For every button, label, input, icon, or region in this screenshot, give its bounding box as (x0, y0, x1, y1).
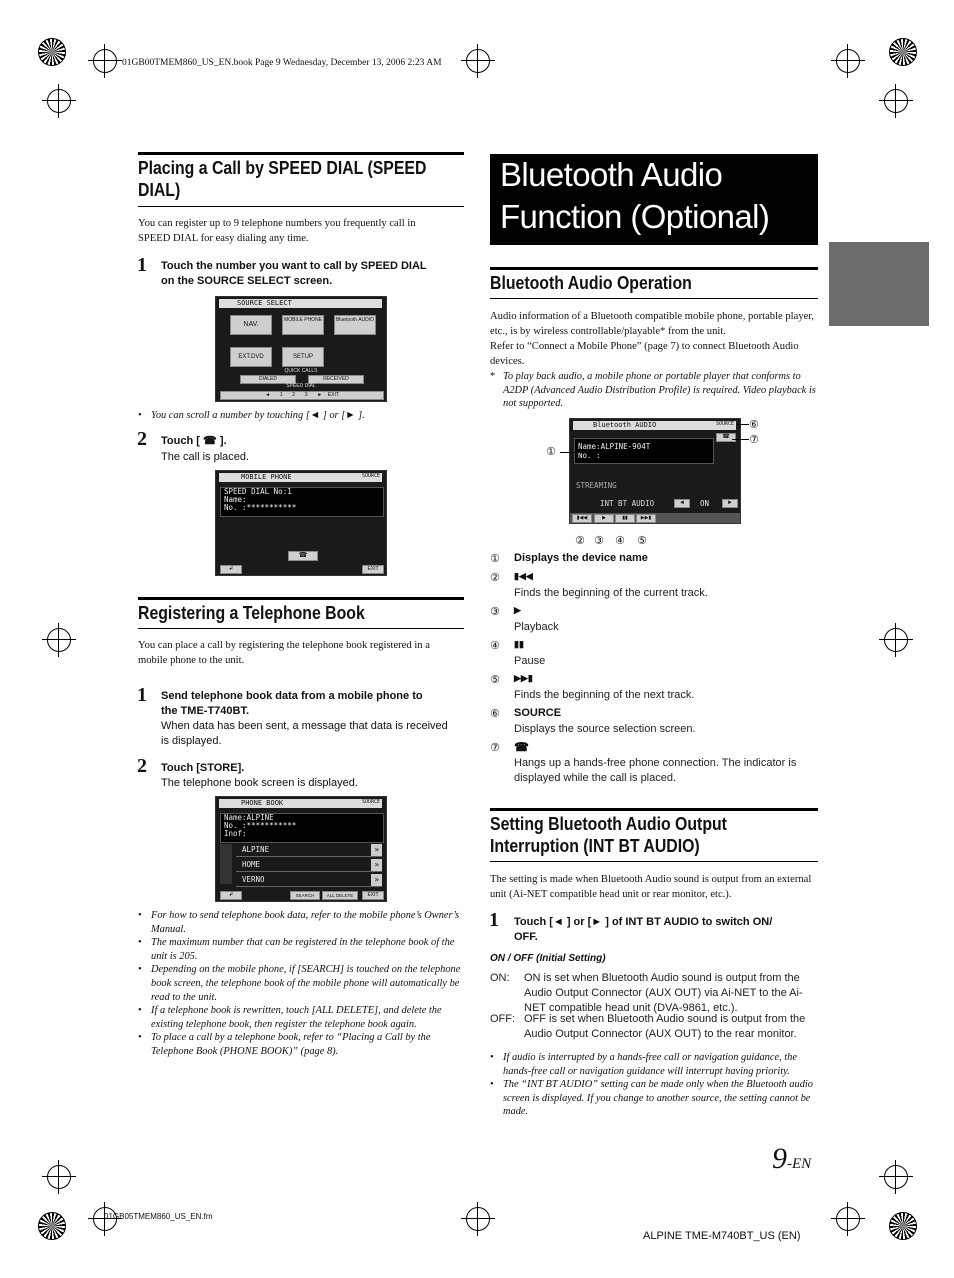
legend-description: Finds the beginning of the next track. (514, 689, 695, 701)
speed-dial-2: 2 (292, 392, 296, 398)
info-panel (574, 438, 714, 464)
intro-line: You can place a call by registering the telephone book registered in a (138, 640, 430, 651)
intro-line: mobile phone to the unit. (138, 655, 245, 666)
note-item: • You can scroll a number by touching [◄ ] or [► ]. (138, 409, 468, 423)
paragraph: Audio information of a Bluetooth compatible mobile phone, portable player, etc., is by wireless controllable/playable* from the unit. (490, 311, 815, 337)
off-option (490, 1012, 818, 1042)
bluetooth-audio-button: Bluetooth AUDIO (334, 315, 376, 335)
back-button: ↲ (220, 565, 242, 574)
step-text: Touch [STORE]. (161, 762, 245, 774)
call-button: ☎ (288, 551, 318, 561)
callout-3: ③ (594, 534, 604, 547)
option-description: ON is set when Bluetooth Audio sound is output from the Audio Output Connector (AUX OUT) via Ai-NET to the Ai-NET compatible head unit (DVA-9861, etc.). (524, 972, 803, 1014)
source-button: SOURCE (361, 473, 380, 479)
streaming-label: STREAMING (576, 481, 617, 490)
section-rule (490, 267, 818, 270)
footnote-mark: * (490, 371, 496, 382)
callout-line (732, 439, 749, 440)
hang-up-indicator: ☎ (716, 433, 736, 442)
next-track-icon: ▶▶▮ (514, 673, 533, 683)
registration-rosette-icon (889, 1212, 917, 1240)
entry-name: HOME (242, 860, 261, 869)
setting-label: ON / OFF (Initial Setting) (490, 953, 606, 964)
title-line: DIAL) (138, 180, 181, 200)
option-description: OFF is set when Bluetooth Audio sound is output from the Audio Output Connector (AUX OUT) to the rear monitor. (524, 1013, 806, 1040)
note-item: • The “INT BT AUDIO” setting can be made only when the Bluetooth audio screen is displayed. If you change to another source, the setting cannot be made. (490, 1078, 816, 1119)
exit-button: EXIT (327, 392, 339, 398)
step-line: Send telephone book data from a mobile phone to (161, 690, 423, 702)
crosshair-mark-icon (884, 628, 908, 652)
legend-item (490, 552, 818, 571)
device-name: Name:ALPINE-904T (578, 442, 651, 451)
legend-title: SOURCE (514, 707, 562, 719)
callout-line (738, 424, 749, 425)
screen-title: MOBILE PHONE (241, 473, 292, 481)
bluetooth-audio-screenshot (569, 418, 741, 524)
crosshair-mark-icon (47, 89, 71, 113)
scroll-bar (220, 844, 232, 884)
callout-5: ⑤ (637, 534, 647, 547)
step-line-end: ]. (219, 435, 227, 447)
registration-rosette-icon (889, 38, 917, 66)
all-delete-button: ALL DELETE (322, 891, 358, 900)
speed-dial-row: ◄ 1 2 3 ► EXIT (220, 391, 384, 400)
step-number: 1 (137, 254, 147, 276)
device-number: No. : (578, 451, 601, 460)
previous-track-button: ▮◀◀ (572, 514, 592, 523)
section-rule (490, 861, 818, 862)
footer-model: ALPINE TME-M740BT_US (EN) (643, 1230, 801, 1242)
step-line: the TME-T740BT. (161, 705, 250, 717)
info-panel (220, 487, 384, 517)
title-line: Placing a Call by SPEED DIAL (SPEED (138, 158, 427, 178)
option-label: OFF: (490, 1013, 516, 1025)
page-number-value: 9 (772, 1142, 787, 1175)
section-title (138, 157, 464, 201)
step-number: 2 (137, 428, 147, 450)
crosshair-mark-icon (836, 49, 860, 73)
section-title: Bluetooth Audio Operation (490, 273, 692, 293)
note-item: • To place a call by a telephone book, refer to “Placing a Call by the Telephone Book (PHONE BOOK)” (page 8). (138, 1031, 464, 1058)
source-button: SOURCE (361, 799, 380, 805)
screen-title: SOURCE SELECT (237, 299, 292, 307)
screen-title-bar (219, 299, 382, 308)
step-text (161, 689, 466, 719)
received-button: RECEIVED (308, 375, 364, 384)
phone-book-entry (236, 859, 382, 872)
pause-icon: ▮▮ (514, 639, 524, 649)
crosshair-mark-icon (466, 1207, 490, 1231)
search-button: SEARCH (290, 891, 320, 900)
crosshair-mark-icon (47, 628, 71, 652)
intro-paragraph (138, 216, 468, 246)
step-line: Touch [ (161, 435, 200, 447)
phone-book-entry (236, 844, 382, 857)
pause-button: ▮▮ (615, 514, 635, 523)
int-bt-audio-value: ON (700, 499, 710, 508)
intro-line: You can register up to 9 telephone numbers you frequently call in (138, 218, 416, 229)
section-rule (138, 152, 464, 155)
page-suffix: -EN (787, 1156, 812, 1172)
screen-title-bar (219, 473, 382, 482)
step-sub-line: is displayed. (161, 735, 222, 747)
registration-rosette-icon (38, 1212, 66, 1240)
on-option (490, 971, 818, 1016)
legend-description: Playback (514, 621, 559, 633)
callout-6: ⑥ (749, 418, 759, 431)
step-line: Touch [◄ ] or [► ] of INT BT AUDIO to switch ON/ (514, 916, 773, 928)
callout-1: ① (546, 445, 556, 458)
crosshair-mark-icon (93, 49, 117, 73)
legend-description: Displays the source selection screen. (514, 723, 696, 735)
legend-description: Hangs up a hands-free phone connection. The indicator is displayed while the call is placed. (514, 757, 797, 784)
play-icon: ▶ (514, 605, 521, 615)
legend-list (490, 552, 818, 789)
screen-title: PHONE BOOK (241, 799, 284, 807)
chapter-title-line: Bluetooth Audio (500, 156, 723, 193)
section-tab (829, 242, 929, 326)
callout-7: ⑦ (749, 433, 759, 446)
legend-number: ⑥ (490, 707, 500, 720)
entry-name: ALPINE (242, 845, 270, 854)
note-item: • For how to send telephone book data, refer to the mobile phone’s Owner’s Manual. (138, 909, 464, 936)
footnote (490, 370, 816, 411)
crosshair-mark-icon (466, 49, 490, 73)
note-item: • The maximum number that can be registered in the telephone book of the unit is 205. (138, 936, 464, 963)
footnote-text: To play back audio, a mobile phone or portable player that conforms to A2DP (Advanced Audio Distribution Profile) is required. Video playback is not supported. (503, 371, 816, 410)
next-track-button: ▶▶▮ (636, 514, 656, 523)
back-button: ↲ (220, 891, 242, 900)
legend-number: ⑦ (490, 741, 500, 754)
step-subtext: The telephone book screen is displayed. (161, 777, 358, 789)
screen-line: No. :*********** (224, 821, 297, 830)
exit-button: EXIT (362, 891, 384, 900)
chapter-banner (490, 154, 818, 245)
right-arrow-button: ► (722, 499, 738, 508)
section-rule (138, 628, 464, 629)
screen-line: SPEED DIAL No:1 (224, 487, 292, 496)
step-sub-line: When data has been sent, a message that data is received (161, 720, 448, 732)
previous-track-icon: ▮◀◀ (514, 571, 533, 581)
nav-button: NAV. (230, 315, 272, 335)
info-panel (220, 813, 384, 843)
section-title (490, 813, 816, 857)
legend-item (490, 673, 818, 707)
ext-dvd-button: EXT.DVD (230, 347, 272, 367)
hang-up-icon: ☎ (514, 740, 529, 754)
screen-title-bar (219, 799, 382, 808)
step-line: on the SOURCE SELECT screen. (161, 275, 333, 287)
screen-line: Name: (224, 495, 247, 504)
legend-item (490, 639, 818, 673)
file-header: 01GB00TMEM860_US_EN.book Page 9 Wednesday, December 13, 2006 2:23 AM (122, 58, 442, 68)
legend-number: ④ (490, 639, 500, 652)
dialed-button: DIALED (240, 375, 296, 384)
legend-number: ② (490, 571, 500, 584)
legend-number: ① (490, 552, 500, 565)
step-line: Touch the number you want to call by SPEED DIAL (161, 260, 427, 272)
speed-dial-label: SPEED DIAL (286, 383, 316, 389)
phone-book-screenshot (215, 796, 387, 902)
intro-paragraph: The setting is made when Bluetooth Audio sound is output from an external unit (Ai-NET compatible head unit or rear monitor, etc.). (490, 874, 812, 900)
mobile-phone-button: MOBILE PHONE (282, 315, 324, 335)
legend-title: Displays the device name (514, 552, 648, 564)
title-line: Interruption (INT BT AUDIO) (490, 836, 700, 856)
legend-item (490, 707, 818, 741)
setup-button: SETUP (282, 347, 324, 367)
play-button: ▶ (594, 514, 614, 523)
note-list (138, 909, 464, 1059)
crosshair-mark-icon (884, 89, 908, 113)
note-item: • Depending on the mobile phone, if [SEARCH] is touched on the telephone book screen, the telephone book of the mobile phone will automatically be read to the unit. (138, 963, 464, 1004)
step-number: 2 (137, 755, 147, 777)
note-item: • If audio is interrupted by a hands-free call or navigation guidance, the hands-free call or navigation guidance will interrupt having priority. (490, 1051, 816, 1078)
left-arrow-button: ◄ (674, 499, 690, 508)
step-number: 1 (489, 909, 499, 931)
section-title: Registering a Telephone Book (138, 603, 365, 623)
callout-2: ② (575, 534, 585, 547)
chevron-right-icon: » (371, 859, 382, 871)
legend-description: Pause (514, 655, 546, 667)
page-number (772, 1142, 811, 1176)
phone-book-entry (236, 874, 382, 887)
source-button: SOURCE (715, 421, 734, 427)
note-list (490, 1051, 816, 1119)
exit-button: EXIT (362, 565, 384, 574)
source-select-screenshot (215, 296, 387, 402)
step-number: 1 (137, 684, 147, 706)
section-rule (138, 597, 464, 600)
section-rule (490, 298, 818, 299)
crosshair-mark-icon (47, 1165, 71, 1189)
legend-number: ③ (490, 605, 500, 618)
note-list (138, 409, 468, 423)
crosshair-mark-icon (884, 1165, 908, 1189)
section-rule (490, 808, 818, 811)
step-line: OFF. (514, 931, 538, 943)
entry-name: VERNO (242, 875, 265, 884)
section-rule (138, 206, 464, 207)
step-text (161, 434, 227, 449)
option-label: ON: (490, 972, 510, 984)
screen-title: Bluetooth AUDIO (593, 421, 657, 429)
step-subtext (161, 719, 466, 749)
footer-filename: 01GB05TMEM860_US_EN.fm (104, 1212, 213, 1221)
screen-title-bar (573, 421, 736, 430)
step-text (514, 915, 819, 945)
legend-description: Finds the beginning of the current track. (514, 587, 708, 599)
legend-item (490, 741, 818, 789)
title-line: Setting Bluetooth Audio Output (490, 814, 727, 834)
operation-paragraph (490, 309, 815, 369)
speed-dial-3: 3 (304, 392, 308, 398)
callout-4: ④ (615, 534, 625, 547)
legend-number: ⑤ (490, 673, 500, 686)
intro-paragraph (138, 638, 468, 668)
paragraph: Refer to “Connect a Mobile Phone” (page 7) to connect Bluetooth Audio devices. (490, 341, 799, 367)
chevron-right-icon: » (371, 874, 382, 886)
screen-line: Inof: (224, 829, 247, 838)
crosshair-mark-icon (836, 1207, 860, 1231)
int-bt-audio-label: INT BT AUDIO (600, 499, 655, 508)
step-subtext: The call is placed. (161, 451, 250, 463)
step-text (161, 259, 466, 289)
mobile-phone-screenshot (215, 470, 387, 576)
chevron-right-icon: » (371, 844, 382, 856)
chapter-title-line: Function (Optional) (500, 198, 770, 235)
phone-handset-icon: ☎ (203, 435, 217, 447)
legend-item (490, 605, 818, 639)
screen-line: Name:ALPINE (224, 813, 274, 822)
callout-line (560, 452, 592, 453)
quick-calls-label: QUICK CALLS (284, 368, 318, 374)
registration-rosette-icon (38, 38, 66, 66)
speed-dial-1: 1 (279, 392, 283, 398)
note-item: • If a telephone book is rewritten, touch [ALL DELETE], and delete the existing telephone book, then register the telephone book again. (138, 1004, 464, 1031)
legend-item (490, 571, 818, 605)
screen-line: No. :*********** (224, 503, 297, 512)
intro-line: SPEED DIAL for easy dialing any time. (138, 233, 309, 244)
